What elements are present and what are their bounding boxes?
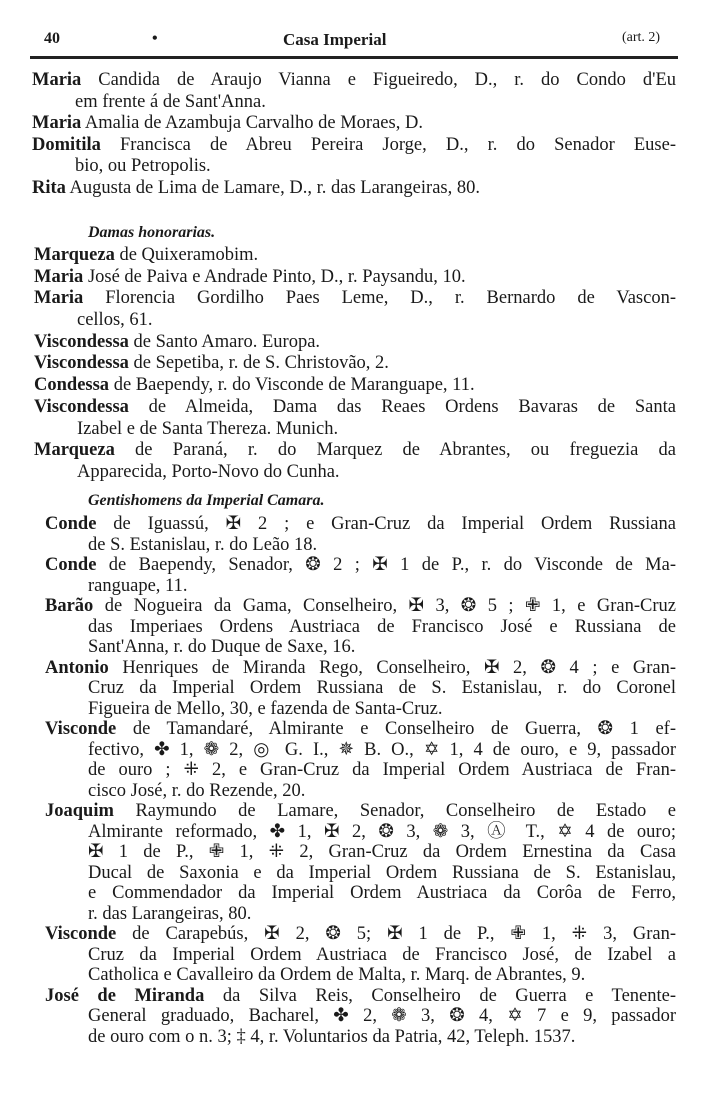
entry-name: Barão <box>45 596 94 616</box>
entry-name: Maria <box>34 288 84 309</box>
entry-continuation-line <box>88 699 676 720</box>
entry-text: ranguape, 11. <box>88 575 188 596</box>
entry-text: de Tamandaré, Almirante e Conselheiro de Guerra, ❂ 1 ef- <box>116 719 676 739</box>
entry-continuation-line <box>88 842 676 863</box>
entry-name: Viscondessa <box>34 396 129 417</box>
list-item <box>32 178 676 200</box>
list-item <box>34 267 676 289</box>
list-item <box>45 986 676 1048</box>
list-item <box>34 375 676 397</box>
list-item <box>34 440 676 483</box>
entry-text: Apparecida, Porto-Novo do Cunha. <box>77 461 340 482</box>
entry-text: General graduado, Bacharel, ✤ 2, ❁ 3, ❂ 4, ✡ 7 e 9, passador <box>88 1006 676 1026</box>
entry-continuation-line <box>88 781 676 802</box>
entry-text: de Almeida, Dama das Reaes Ordens Bavaras de Santa <box>128 396 676 417</box>
entry-continuation-line <box>88 945 676 966</box>
entry-text: de ouro ; ⁜ 2, e Gran-Cruz da Imperial Ordem Austriaca de Fran- <box>88 760 676 780</box>
page-number: 40 <box>44 30 60 47</box>
entry-text: e Commendador da Imperial Ordem Austriaca da Corôa de Ferro, <box>88 883 676 903</box>
entry-text: das Imperiaes Ordens Austriaca de Francisco José e Russiana de <box>88 616 676 637</box>
entry-name: Marqueza <box>34 245 115 265</box>
entry-text: Francisca de Abreu Pereira Jorge, D., r. do Senador Euse- <box>100 134 676 155</box>
entry-text: Figueira de Mello, 30, e fazenda de Santa-Cruz. <box>88 698 443 719</box>
entry-first-line <box>45 924 676 945</box>
entry-text: cisco José, r. do Rezende, 20. <box>88 780 306 801</box>
entry-first-line <box>32 70 676 92</box>
entry-first-line <box>45 514 676 535</box>
entry-name: Maria <box>34 266 84 287</box>
entry-text: Sant'Anna, r. do Duque de Saxe, 16. <box>88 637 356 657</box>
entry-continuation-line <box>88 535 676 556</box>
entry-text: Raymundo de Lamare, Senador, Conselheiro de Estado e <box>113 801 676 821</box>
entry-first-line <box>34 288 676 310</box>
entry-name: Marqueza <box>34 440 115 461</box>
entry-text: de Paraná, r. do Marquez de Abrantes, ou freguezia da <box>114 440 676 461</box>
entry-continuation-line <box>77 419 676 441</box>
entry-continuation-line <box>88 863 676 884</box>
entry-continuation-line <box>88 883 676 904</box>
entry-text: José de Paiva e Andrade Pinto, D., r. Paysandu, 10. <box>83 266 466 287</box>
entry-first-line <box>34 332 676 354</box>
entry-text: Cruz da Imperial Ordem Russiana de S. Estanislau, r. do Coronel <box>88 678 676 698</box>
list-item <box>45 596 676 658</box>
entry-text: de Carapebús, ✠ 2, ❂ 5; ✠ 1 de P., ✙ 1, ⁜ 3, Gran- <box>116 924 676 944</box>
list-item <box>34 288 676 331</box>
list-item <box>34 332 676 354</box>
entry-name: Antonio <box>45 657 109 678</box>
header-bullet: • <box>152 30 158 47</box>
entry-first-line <box>45 555 676 576</box>
entry-name: Conde <box>45 555 97 575</box>
list-item <box>32 70 676 113</box>
entry-text: Augusta de Lima de Lamare, D., r. das Larangeiras, 80. <box>65 177 480 198</box>
article-ref: (art. 2) <box>622 30 661 45</box>
entry-text: Amalia de Azambuja Carvalho de Moraes, D. <box>81 113 423 134</box>
entry-name: Domitila <box>32 134 101 155</box>
entry-text: cellos, 61. <box>77 310 153 331</box>
entry-text: de Sepetiba, r. de S. Christovão, 2. <box>128 353 389 374</box>
entry-continuation-line <box>88 740 676 761</box>
entry-text: de Nogueira da Gama, Conselheiro, ✠ 3, ❂ 5 ; ✙ 1, e Gran-Cruz <box>93 596 676 616</box>
list-item <box>34 397 676 440</box>
list-item <box>45 924 676 986</box>
entry-text: em frente á de Sant'Anna. <box>75 91 266 112</box>
entry-first-line <box>34 245 676 267</box>
entry-text: de ouro com o n. 3; ‡ 4, r. Voluntarios da Patria, 42, Teleph. 1537. <box>88 1026 576 1047</box>
list-item <box>32 113 676 135</box>
entry-first-line <box>34 440 676 462</box>
entry-text: de Quixeramobim. <box>114 245 259 265</box>
entry-name: Conde <box>45 514 97 534</box>
entry-continuation-line <box>88 760 676 781</box>
entry-name: Viscondessa <box>34 353 129 374</box>
entry-text: de S. Estanislau, r. do Leão 18. <box>88 534 318 555</box>
entry-name: Condessa <box>34 375 110 396</box>
entry-continuation-line <box>88 822 676 843</box>
list-item <box>45 555 676 596</box>
entry-text: ✠ 1 de P., ✙ 1, ⁜ 2, Gran-Cruz da Ordem Ernestina da Casa <box>88 842 676 862</box>
entry-text: Henriques de Miranda Rego, Conselheiro, ✠ 2, ❂ 4 ; e Gran- <box>108 657 676 678</box>
running-title: Casa Imperial <box>283 30 387 49</box>
entry-name: Maria <box>32 113 82 134</box>
list-item <box>45 658 676 720</box>
entry-first-line <box>45 596 676 617</box>
entry-text: de Baependy, Senador, ❂ 2 ; ✠ 1 de P., r. do Visconde de Ma- <box>96 555 676 575</box>
entry-first-line <box>45 801 676 822</box>
entry-first-line <box>32 178 676 200</box>
entry-text: de Iguassú, ✠ 2 ; e Gran-Cruz da Imperial Ordem Russiana <box>96 514 676 534</box>
list-item <box>34 245 676 267</box>
entry-first-line <box>32 135 676 157</box>
entry-continuation-line <box>77 462 676 484</box>
entry-continuation-line <box>88 965 676 986</box>
entry-continuation-line <box>77 310 676 332</box>
entry-first-line <box>45 719 676 740</box>
entry-continuation-line <box>88 1027 676 1048</box>
entry-name: Viscondessa <box>34 331 129 352</box>
list-item <box>32 135 676 178</box>
entry-first-line <box>45 986 676 1007</box>
entry-first-line <box>34 397 676 419</box>
entry-first-line <box>34 353 676 375</box>
entry-continuation-line <box>88 1006 676 1027</box>
entry-name: Joaquim <box>45 801 114 821</box>
header-rule <box>30 56 678 59</box>
section-heading-gentishomens: Gentishomens da Imperial Camara. <box>88 492 325 509</box>
list-item <box>45 719 676 801</box>
entry-name: Rita <box>32 177 66 198</box>
section-heading-damas-honorarias: Damas honorarias. <box>88 224 216 241</box>
entry-text: Catholica e Cavalleiro da Ordem de Malta, r. Marq. de Abrantes, 9. <box>88 965 586 985</box>
list-item <box>45 801 676 924</box>
entry-first-line <box>34 267 676 289</box>
entry-text: bio, ou Petropolis. <box>75 156 211 177</box>
entry-continuation-line <box>88 904 676 925</box>
entry-text: Almirante reformado, ✤ 1, ✠ 2, ❂ 3, ❁ 3, Ⓐ T., ✡ 4 de ouro; <box>88 821 676 842</box>
entry-name: Maria <box>32 70 82 90</box>
entry-text: de Santo Amaro. Europa. <box>128 331 321 352</box>
entry-continuation-line <box>75 156 676 178</box>
entry-first-line <box>45 658 676 679</box>
entry-first-line <box>34 375 676 397</box>
entry-text: r. das Larangeiras, 80. <box>88 903 252 924</box>
entry-text: Candida de Araujo Vianna e Figueiredo, D., r. do Condo d'Eu <box>81 70 676 90</box>
entry-continuation-line <box>88 637 676 658</box>
section-damas <box>32 70 676 200</box>
entry-text: Florencia Gordilho Paes Leme, D., r. Bernardo de Vascon- <box>83 288 676 309</box>
entry-text: Izabel e de Santa Thereza. Munich. <box>77 418 339 439</box>
entry-text: Cruz da Imperial Ordem Austriaca de Francisco José, de Izabel a <box>88 944 676 965</box>
list-item <box>45 514 676 555</box>
entry-continuation-line <box>88 678 676 699</box>
entry-first-line <box>32 113 676 135</box>
entry-text: Ducal de Saxonia e da Imperial Ordem Russiana de S. Estanislau, <box>88 862 676 883</box>
list-item <box>34 353 676 375</box>
entry-continuation-line <box>88 576 676 597</box>
entry-continuation-line <box>75 92 676 114</box>
entry-text: de Baependy, r. do Visconde de Maranguape, 11. <box>109 375 475 396</box>
section-damas-honorarias <box>34 245 676 484</box>
entry-text: fectivo, ✤ 1, ❁ 2, ◎ G. I., ✵ B. O., ✡ 1, 4 de ouro, e 9, passador <box>88 739 676 760</box>
entry-continuation-line <box>88 617 676 638</box>
entry-text: da Silva Reis, Conselheiro de Guerra e Tenente- <box>204 985 676 1006</box>
entry-name: Visconde <box>45 719 117 739</box>
entry-name: José de Miranda <box>45 985 205 1006</box>
entry-name: Visconde <box>45 924 117 944</box>
section-gentishomens <box>45 514 676 1047</box>
